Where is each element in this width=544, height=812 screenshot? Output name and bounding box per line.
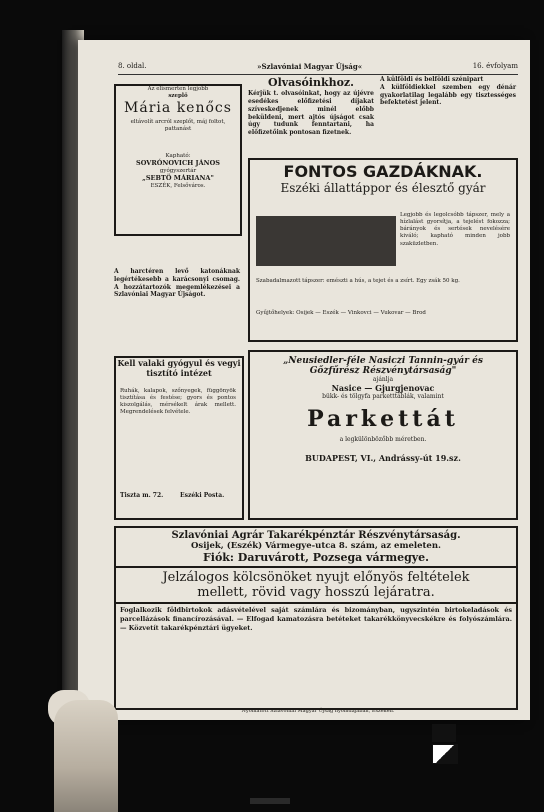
karacsony-paragraph: A harctéren levő katonáknak legértékesebb a karácsonyi csomag. A hozzátartozók megemlékezései a Szlavóniai Magyar Újságot. [114, 268, 240, 299]
parkett-firm4: Nasice — Gjurgjenovac [331, 383, 435, 393]
fontos-title: FONTOS GAZDÁKNAK. [283, 162, 483, 181]
fontos-bottom: Gyűjtőhelyek: Osijek — Eszék — Vinkovci — Vukovar — Brod [256, 310, 426, 316]
parkett-ad [248, 350, 518, 520]
bank-offer2: mellett, rövid vagy hosszú lejáratra. [197, 585, 435, 600]
tisztito-text: Ruhák, kalapok, szőnyegek, függönyök tisztítása és festése; gyors és pontos kiszolgálás, mérsékelt árak mellett. Megrendelések felvétele. [120, 388, 236, 416]
print-note-text: Nyomatott Szlavóniai Magyar Újság nyomdájában, Eszéken. [241, 708, 395, 714]
fontos-subtitle: Eszéki állattáppor és élesztő gyár [280, 181, 486, 195]
kenoes-top1: Az elismerten legjobb [147, 86, 209, 92]
bank-divider [116, 566, 516, 568]
scan-footer-mark [250, 798, 290, 804]
tisztito-title2: tisztító intézet [146, 368, 212, 378]
karacsony-text [114, 268, 240, 338]
parkett-firm2: Gőzfűrész Részvénytársaság" [309, 366, 457, 376]
olvasoink-title: Olvasóinkhoz. [267, 76, 355, 89]
kenoes-shop-label: Kapható: [165, 152, 191, 159]
newspaper-page [78, 40, 530, 720]
kenoes-shop-name: SOVRÓNOVICH JÁNOS [136, 159, 220, 168]
bank-offer1: Jelzálogos kölcsönöket nyujt előnyös feltételek [162, 570, 470, 585]
tisztito-addr-right: Eszéki Posta. [180, 492, 225, 499]
kulfoldi-title: A külföldi és belföldi szénipart [380, 76, 484, 83]
print-note [198, 708, 438, 715]
parkett-big: Parkettát [307, 406, 459, 432]
kenoes-name: Mária kenőcs [124, 99, 232, 116]
fontos-ad [248, 158, 518, 342]
tisztito-addr-left: Tiszta m. 72. [120, 492, 164, 499]
kulfoldi-column [380, 76, 516, 160]
scan-target-block [432, 724, 456, 742]
bank-para: Foglalkozik földbirtokok adásvételével saját számlára és bizományban, ugyszintén birtokeladások és parcellázások financírozásával. — Elfogad kamatozásra betéteket takarékkönyvecskékre és folyószámlára. — Közvetít takarékpénztári ügyeket. [120, 606, 512, 632]
kenoes-body: eltávolít arcról szeplőt, máj foltot, pattanást [130, 118, 226, 132]
olvasoink-column [248, 76, 374, 160]
kenoes-ad [114, 84, 242, 236]
parkett-addr: BUDAPEST, VI., Andrássy-út 19.sz. [305, 453, 461, 463]
page-header [118, 62, 518, 75]
tisztito-ad [114, 356, 244, 520]
parkett-firm5: bükk- és tölgyfa parketttáblák, valamint [322, 393, 444, 400]
parkett-firm1: „Neusiedler-féle Nasiczi Tannin-gyár és [283, 356, 483, 366]
parkett-firm3: ajánlja [372, 376, 394, 383]
fontos-right-text: Legjobb és legolcsóbb tápszer, mely a hízlalást gyorsítja, a tejelést fokozza; bárányok és sertések nevelésére kiváló; kapható minden jobb szaküzletben. [400, 212, 510, 247]
kenoes-pharmacy: „SEBTÖ MÁRIANA" [142, 174, 214, 183]
parkett-desc: a legkülönbözőbb méretben. [339, 436, 427, 443]
kenoes-shop-sub: gyógyszertár [159, 167, 197, 174]
kulfoldi-text: A külföldiekkel szemben egy dénár gyakorlatilag legalább egy tisztességes befektetést jelent. [380, 83, 516, 107]
kenoes-city: ESZÉK, Felsőváros. [150, 182, 206, 189]
tisztito-title1: Kell valaki gyógyul és vegyi [117, 358, 241, 368]
bank-sub: Osijek, (Eszék) Vármegye-utca 8. szám, az emeleten. [191, 541, 441, 551]
newspaper-title: »Szlavóniai Magyar Újság« [257, 62, 363, 71]
bank-ad [114, 526, 518, 710]
bank-branch: Fiók: Daruvárott, Pozsega vármegye. [202, 551, 430, 564]
page-number: 8. oldal. [118, 62, 147, 70]
bank-title: Szlavóniai Agrár Takarékpénztár Részvénytársaság. [171, 530, 461, 541]
scanner-hand [54, 700, 118, 812]
issue-date: 16. évfolyam [472, 62, 518, 70]
olvasoink-text: Kérjük t. olvasóinkat, hogy az újévre esedékes előfizetési díjakat szíveskedjenek minél előbb beküldeni, mert ajtós újságot csak úgy tudunk fenntartani, ha előfizetőink pontosan fizetnek. [248, 90, 374, 137]
kenoes-top2: szeplő [168, 92, 188, 99]
bank-divider-2 [116, 602, 516, 604]
fontos-line: Szabadalmazott tápszer: emészti a hús, a tejet és a zsírt. Egy zsák 50 kg. [256, 278, 460, 284]
scan-target-triangle [432, 744, 458, 764]
cattle-illustration [256, 216, 396, 266]
